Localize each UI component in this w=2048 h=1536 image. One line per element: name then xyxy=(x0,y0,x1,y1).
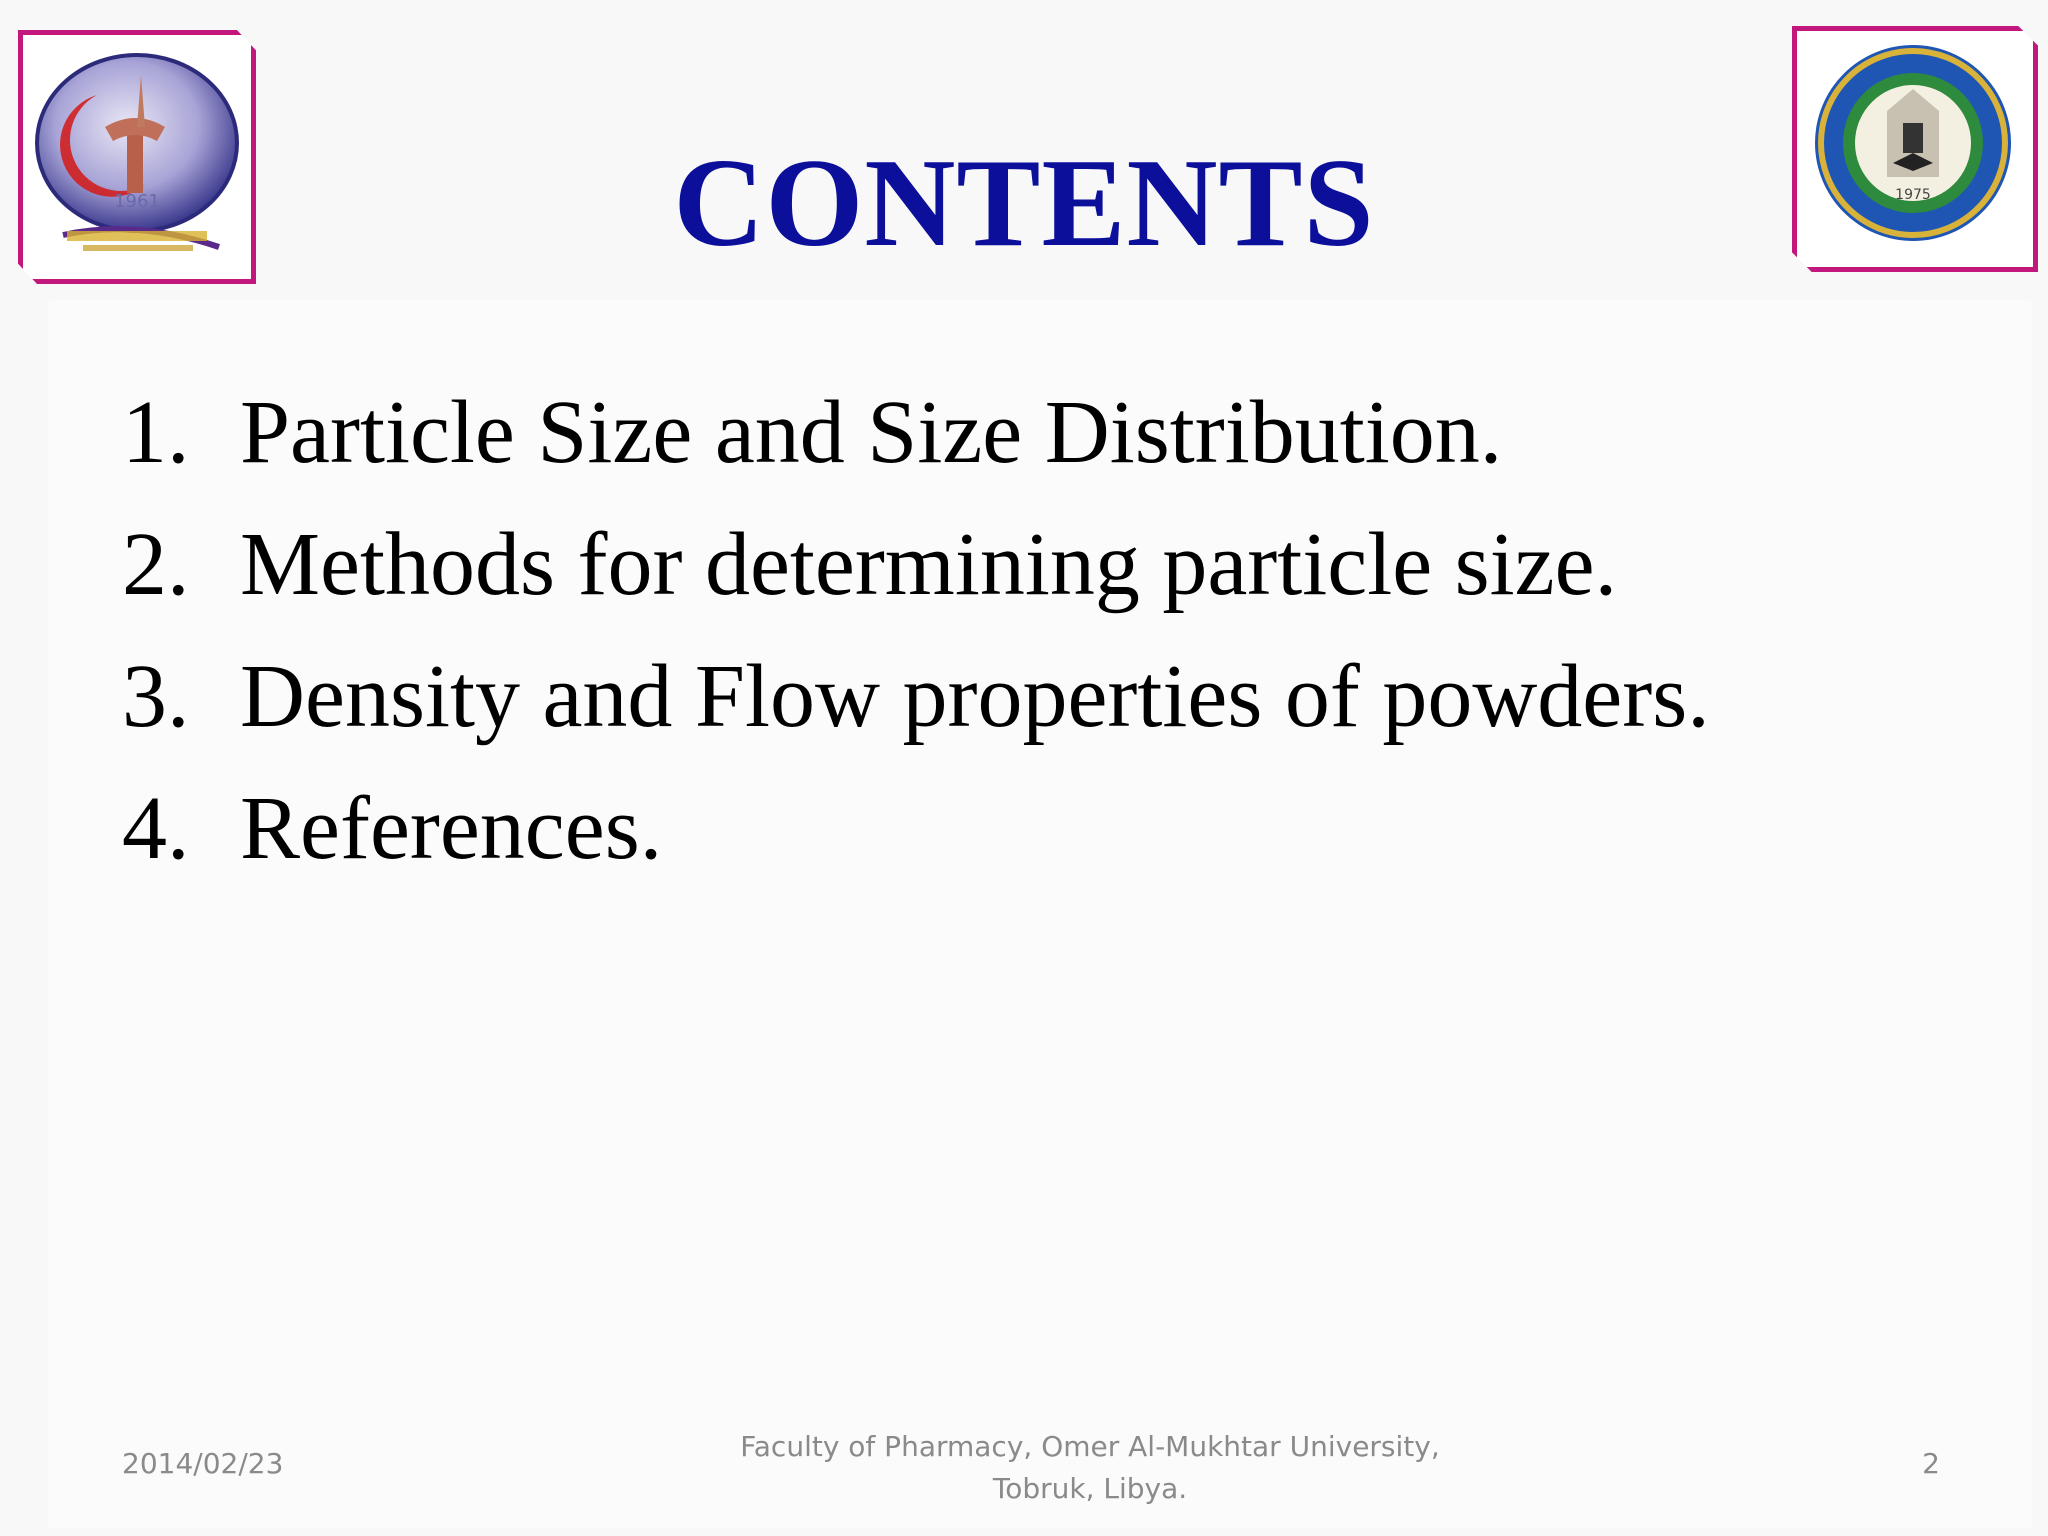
footer-date: 2014/02/23 xyxy=(122,1447,284,1480)
page-number: 2 xyxy=(1922,1447,1940,1480)
svg-text:1975: 1975 xyxy=(1895,187,1931,203)
list-item-text: Density and Flow properties of powders. xyxy=(240,647,1710,746)
list-item xyxy=(122,510,1710,642)
footer-institution-line2: Tobruk, Libya. xyxy=(992,1472,1188,1505)
list-item xyxy=(122,774,1710,906)
svg-text:1961: 1961 xyxy=(114,191,160,212)
list-item xyxy=(122,642,1710,774)
list-item-text: Methods for determining particle size. xyxy=(240,515,1618,614)
footer-institution-line1: Faculty of Pharmacy, Omer Al-Mukhtar University, xyxy=(740,1430,1440,1463)
footer-institution xyxy=(640,1426,1540,1510)
slide-title: CONTENTS xyxy=(673,134,1375,273)
list-item xyxy=(122,378,1710,510)
list-item-number: 1. xyxy=(122,383,190,482)
list-item-text: Particle Size and Size Distribution. xyxy=(240,383,1503,482)
list-item-number: 4. xyxy=(122,779,190,878)
list-item-number: 2. xyxy=(122,515,190,614)
list-item-number: 3. xyxy=(122,647,190,746)
contents-list xyxy=(122,378,1710,906)
list-item-text: References. xyxy=(240,779,663,878)
